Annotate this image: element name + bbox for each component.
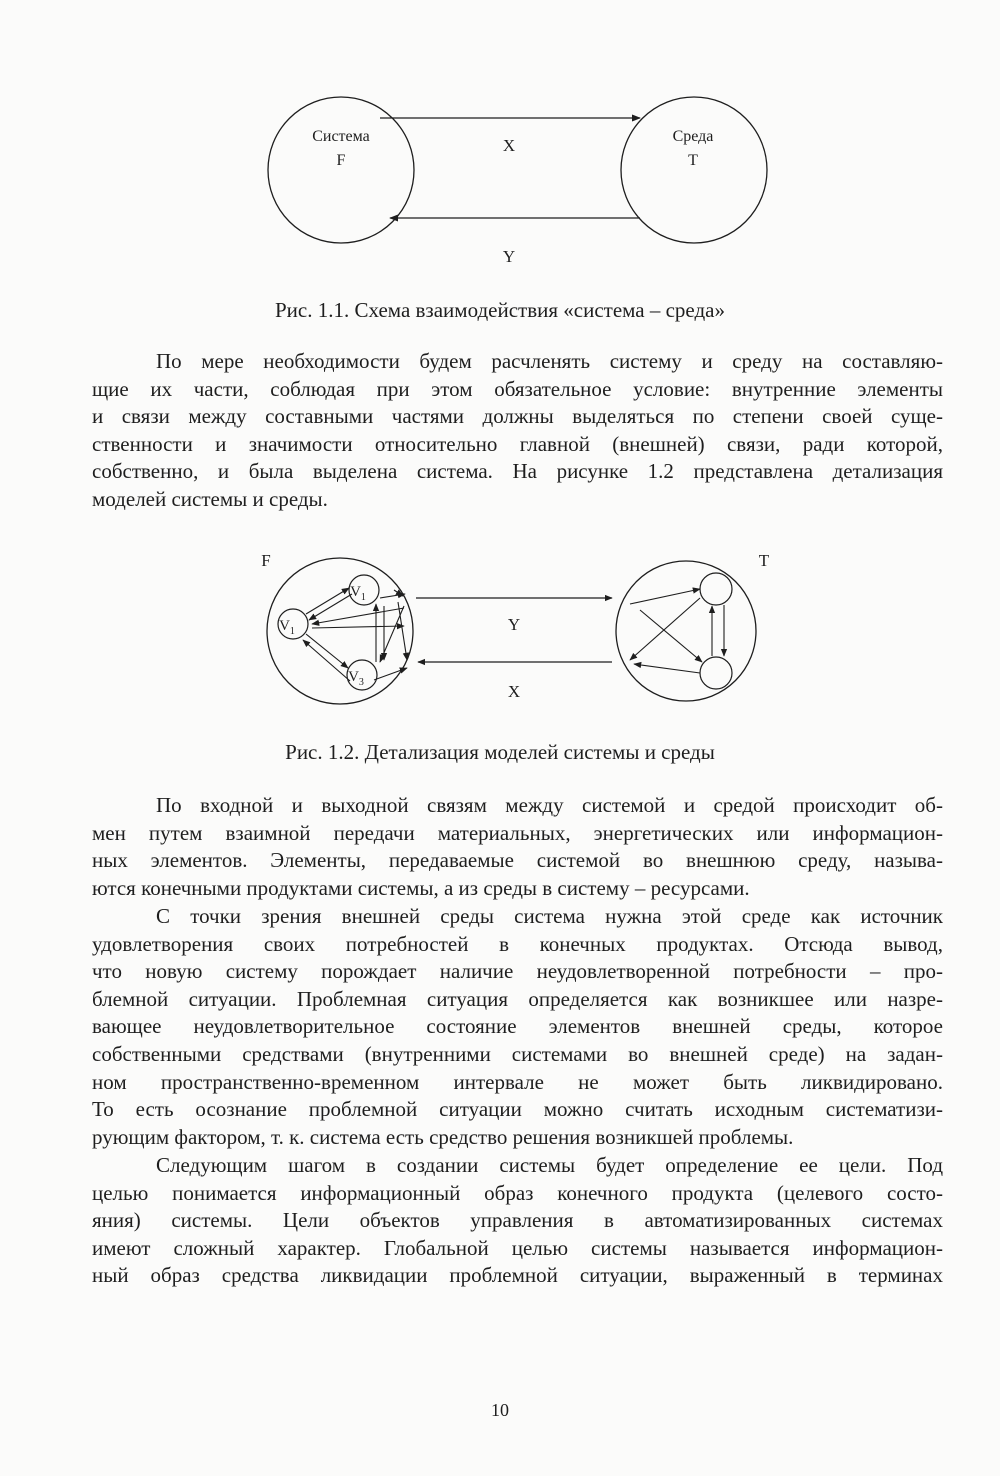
text-line: ный образ средства ликвидации проблемной ситуации, выраженный в терминах xyxy=(92,1263,943,1288)
internal-arrow xyxy=(630,598,700,660)
internal-arrow xyxy=(630,589,700,604)
text-line: целью понимается информационный образ конечного продукта (целевого состо- xyxy=(92,1180,943,1205)
text-line: ются конечными продуктами системы, а из среды в систему – ресурсами. xyxy=(92,875,750,900)
internal-arrow xyxy=(312,626,404,628)
internal-arrow xyxy=(380,594,405,598)
system-symbol: F xyxy=(261,551,271,570)
environment-symbol: T xyxy=(688,152,698,169)
environment-circle xyxy=(616,561,756,701)
text-line: ственности и значимости относительно главной (внешней) связи, ради которой, xyxy=(92,431,943,456)
text-line: мен путем взаимной передачи материальных, энергетических или информацион- xyxy=(92,820,943,845)
paragraph-2 xyxy=(92,792,943,902)
arrow-x-label: X xyxy=(502,136,516,155)
text-line: То есть осознание проблемной ситуации можно считать исходным систематизи- xyxy=(92,1097,943,1122)
paragraph-3 xyxy=(92,903,943,1151)
text-line: и связи между составными частями должны выделяться по степени своей суще- xyxy=(92,404,943,429)
paragraph-4 xyxy=(92,1152,943,1290)
system-label: Система xyxy=(312,128,370,145)
text-line: яния) системы. Цели объектов управления в автоматизированных системах xyxy=(92,1208,943,1233)
internal-arrow xyxy=(374,668,407,680)
internal-arrow xyxy=(634,664,700,673)
text-line: Следующим шагом в создании системы будет определение ее цели. Под xyxy=(156,1153,943,1177)
env-node-top xyxy=(700,573,732,605)
environment-symbol: T xyxy=(758,551,770,570)
text-line: моделей системы и среды. xyxy=(92,486,328,511)
text-line: вающее неудовлетворительное состояние элементов внешней среды, которое xyxy=(92,1014,943,1039)
node-v3-bottom-label: $V_3$ xyxy=(348,669,364,688)
text-line: щие их части, соблюдая при этом обязательное условие: внутренние элементы xyxy=(92,376,943,401)
figure-1-2 xyxy=(0,540,1000,720)
node-v1-left-label: $V_1$ xyxy=(279,618,295,637)
text-line: блемной ситуации. Проблемная ситуация определяется как возникшее или назре- xyxy=(92,986,943,1011)
paragraph-1 xyxy=(92,348,943,514)
internal-arrow xyxy=(303,640,350,681)
text-line: ном пространственно-временном интервале не может быть ликвидировано. xyxy=(92,1069,943,1094)
text-line: По входной и выходной связям между системой и средой происходит об- xyxy=(156,793,943,817)
env-node-bottom xyxy=(700,657,732,689)
internal-arrow xyxy=(306,634,348,668)
text-line: ных элементов. Элементы, передаваемые системой во внешнюю среду, называ- xyxy=(92,848,943,873)
figure-1-2-caption: Рис. 1.2. Детализация моделей системы и среды xyxy=(285,740,715,764)
text-line: собственными средствами (внутренними системами во внешней среде) на задан- xyxy=(92,1041,943,1066)
environment-circle xyxy=(621,97,767,243)
internal-arrow xyxy=(309,594,352,620)
text-line: что новую систему порождает наличие неудовлетворенной потребности – про- xyxy=(92,959,943,984)
node-v1-top-label: $V_1$ xyxy=(350,584,366,603)
internal-arrow xyxy=(306,588,349,614)
text-line: удовлетворения своих потребностей в конечных продуктах. Отсюда вывод, xyxy=(92,931,943,956)
system-symbol: F xyxy=(336,152,346,169)
figure-1-1-caption: Рис. 1.1. Схема взаимодействия «система – среда» xyxy=(275,298,725,322)
internal-arrow xyxy=(640,610,702,662)
arrow-y-label: Y xyxy=(507,615,521,634)
arrow-y-label: Y xyxy=(502,247,516,266)
text-line: С точки зрения внешней среды система нужна этой среде как источник xyxy=(156,904,943,928)
arrow-x-label: X xyxy=(507,682,521,701)
system-circle xyxy=(268,97,414,243)
text-line: По мере необходимости будем расчленять систему и среду на составляю- xyxy=(156,349,943,373)
figure-1-1 xyxy=(0,80,1000,280)
text-line: рующим фактором, т. к. система есть средство решения возникшей проблемы. xyxy=(92,1124,794,1149)
page-number: 10 xyxy=(491,1400,509,1420)
text-line: собственно, и была выделена система. На рисунке 1.2 представлена детализация xyxy=(92,459,943,484)
text-line: имеют сложный характер. Глобальной целью системы называется информацион- xyxy=(92,1235,943,1260)
environment-label: Среда xyxy=(672,128,714,145)
